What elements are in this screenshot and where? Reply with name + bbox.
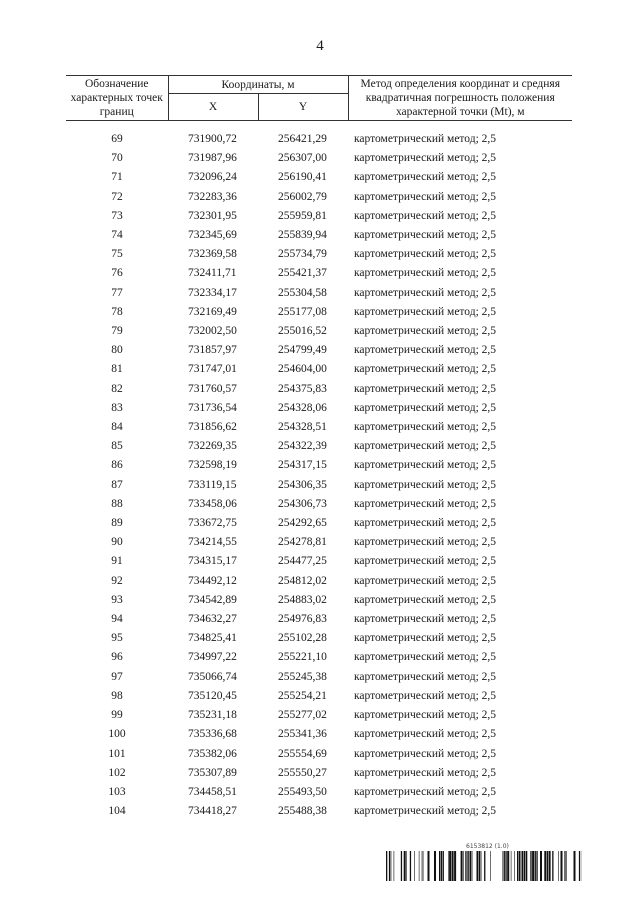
table-row xyxy=(66,745,572,764)
table-row xyxy=(66,533,572,552)
method-cell: картометрический метод; 2,5 xyxy=(354,785,497,798)
point-number-cell: 72 xyxy=(111,190,123,203)
y-coordinate-cell: 254375,83 xyxy=(278,382,327,395)
header-coordinates: Координаты, м xyxy=(168,76,348,94)
barcode-bar xyxy=(428,851,430,881)
table-row xyxy=(66,188,572,207)
y-coordinate-cell: 254812,02 xyxy=(278,574,327,587)
table-row xyxy=(66,130,572,149)
coordinates-table xyxy=(66,75,572,821)
point-number-cell: 96 xyxy=(111,651,123,664)
header-y: Y xyxy=(258,94,348,121)
method-cell: картометрический метод; 2,5 xyxy=(354,555,497,568)
barcode-bar xyxy=(463,851,464,881)
barcode-bar xyxy=(419,851,420,881)
x-coordinate-cell: 732269,35 xyxy=(188,440,237,453)
x-coordinate-cell: 734418,27 xyxy=(188,805,237,818)
point-number-cell: 75 xyxy=(111,248,123,261)
point-number-cell: 78 xyxy=(111,305,123,318)
x-coordinate-cell: 735066,74 xyxy=(188,670,237,683)
y-coordinate-cell: 254604,00 xyxy=(278,363,327,376)
x-coordinate-cell: 732002,50 xyxy=(188,325,237,338)
method-cell: картометрический метод; 2,5 xyxy=(354,632,497,645)
point-number-cell: 86 xyxy=(111,459,123,472)
barcode-bar xyxy=(391,851,392,881)
y-coordinate-cell: 255488,38 xyxy=(278,805,327,818)
barcode-bar xyxy=(519,851,520,881)
barcode-bar xyxy=(479,851,480,881)
x-coordinate-cell: 732411,71 xyxy=(188,267,237,280)
point-number-cell: 94 xyxy=(111,613,123,626)
table-row xyxy=(66,341,572,360)
x-coordinate-cell: 731760,57 xyxy=(188,382,237,395)
y-coordinate-cell: 256190,41 xyxy=(278,171,327,184)
point-number-cell: 74 xyxy=(111,229,123,242)
table-row xyxy=(66,783,572,802)
y-coordinate-cell: 254799,49 xyxy=(278,344,327,357)
table-row xyxy=(66,399,572,418)
barcode-bar xyxy=(454,851,456,881)
table-row xyxy=(66,706,572,725)
y-coordinate-cell: 254278,81 xyxy=(278,536,327,549)
method-cell: картометрический метод; 2,5 xyxy=(354,382,497,395)
point-number-cell: 69 xyxy=(111,133,123,145)
method-cell: картометрический метод; 2,5 xyxy=(354,286,497,299)
point-number-cell: 102 xyxy=(108,766,126,779)
y-coordinate-cell: 255277,02 xyxy=(278,709,327,722)
y-coordinate-cell: 255839,94 xyxy=(278,229,327,242)
barcode-bar xyxy=(526,851,527,881)
barcode-bar xyxy=(470,851,471,881)
x-coordinate-cell: 734825,41 xyxy=(188,632,237,645)
y-coordinate-cell: 255304,58 xyxy=(278,286,327,299)
method-cell: картометрический метод; 2,5 xyxy=(354,401,497,414)
method-cell: картометрический метод; 2,5 xyxy=(354,805,497,818)
y-coordinate-cell: 255493,50 xyxy=(278,785,327,798)
point-number-cell: 82 xyxy=(111,382,123,395)
y-coordinate-cell: 255734,79 xyxy=(278,248,327,261)
y-coordinate-cell: 254328,51 xyxy=(278,421,327,434)
method-cell: картометрический метод; 2,5 xyxy=(354,517,497,530)
method-cell: картометрический метод; 2,5 xyxy=(354,709,497,722)
table-row xyxy=(66,802,572,821)
barcode-bar xyxy=(477,851,479,881)
method-cell: картометрический метод; 2,5 xyxy=(354,440,497,453)
x-coordinate-cell: 734214,55 xyxy=(188,536,237,549)
barcode-bar xyxy=(449,851,451,881)
method-cell: картометрический метод; 2,5 xyxy=(354,190,497,203)
barcode-bar xyxy=(511,851,512,881)
barcode-bar xyxy=(484,851,485,881)
barcode-bar xyxy=(535,851,536,881)
method-cell: картометрический метод; 2,5 xyxy=(354,478,497,491)
table-row xyxy=(66,648,572,667)
y-coordinate-cell: 254322,39 xyxy=(278,440,327,453)
y-coordinate-cell: 254976,83 xyxy=(278,613,327,626)
x-coordinate-cell: 732301,95 xyxy=(188,209,237,222)
table-row xyxy=(66,725,572,744)
barcode-bar xyxy=(481,851,482,881)
y-coordinate-cell: 255221,10 xyxy=(278,651,327,664)
table-row xyxy=(66,629,572,648)
point-number-cell: 104 xyxy=(108,805,126,818)
method-cell: картометрический метод; 2,5 xyxy=(354,133,497,145)
method-cell: картометрический метод; 2,5 xyxy=(354,613,497,626)
barcode-bar xyxy=(465,851,466,881)
table-row xyxy=(66,226,572,245)
barcode-bar xyxy=(579,851,580,881)
point-number-cell: 71 xyxy=(111,171,123,184)
y-coordinate-cell: 255421,37 xyxy=(278,267,327,280)
table-row xyxy=(66,572,572,591)
x-coordinate-cell: 732369,58 xyxy=(188,248,237,261)
point-number-cell: 76 xyxy=(111,267,123,280)
x-coordinate-cell: 732169,49 xyxy=(188,305,237,318)
barcode-bar xyxy=(561,851,563,881)
y-coordinate-cell: 254306,35 xyxy=(278,478,327,491)
point-number-cell: 84 xyxy=(111,421,123,434)
barcode-bar xyxy=(544,851,546,881)
header-x: X xyxy=(168,94,258,121)
y-coordinate-cell: 255959,81 xyxy=(278,209,327,222)
method-cell: картометрический метод; 2,5 xyxy=(354,267,497,280)
table-row xyxy=(66,610,572,629)
y-coordinate-cell: 254328,06 xyxy=(278,401,327,414)
x-coordinate-cell: 735120,45 xyxy=(188,689,237,702)
point-number-cell: 85 xyxy=(111,440,123,453)
table-row xyxy=(66,207,572,226)
x-coordinate-cell: 732283,36 xyxy=(188,190,237,203)
y-coordinate-cell: 254292,65 xyxy=(278,517,327,530)
table-row xyxy=(66,418,572,437)
point-number-cell: 101 xyxy=(108,747,126,760)
barcode-bar xyxy=(564,851,565,881)
y-coordinate-cell: 255254,21 xyxy=(278,689,327,702)
point-number-cell: 83 xyxy=(111,401,123,414)
method-cell: картометрический метод; 2,5 xyxy=(354,670,497,683)
x-coordinate-cell: 734458,51 xyxy=(188,785,237,798)
method-cell: картометрический метод; 2,5 xyxy=(354,209,497,222)
x-coordinate-cell: 731857,97 xyxy=(188,344,237,357)
barcode-bar xyxy=(532,851,534,881)
barcode-bar xyxy=(524,851,526,881)
barcode-bar xyxy=(522,851,523,881)
y-coordinate-cell: 254306,73 xyxy=(278,497,327,510)
x-coordinate-cell: 733119,15 xyxy=(188,478,237,491)
table-row xyxy=(66,303,572,322)
x-coordinate-cell: 731747,01 xyxy=(188,363,237,376)
point-number-cell: 98 xyxy=(111,689,123,702)
x-coordinate-cell: 734492,12 xyxy=(188,574,237,587)
method-cell: картометрический метод; 2,5 xyxy=(354,536,497,549)
x-coordinate-cell: 731900,72 xyxy=(188,133,237,145)
barcode-bar xyxy=(468,851,469,881)
y-coordinate-cell: 255550,27 xyxy=(278,766,327,779)
y-coordinate-cell: 255102,28 xyxy=(278,632,327,645)
method-cell: картометрический метод; 2,5 xyxy=(354,421,497,434)
y-coordinate-cell: 254883,02 xyxy=(278,593,327,606)
x-coordinate-cell: 735382,06 xyxy=(188,747,237,760)
point-number-cell: 79 xyxy=(111,325,123,338)
x-coordinate-cell: 734997,22 xyxy=(188,651,237,664)
table-row xyxy=(66,495,572,514)
x-coordinate-cell: 734315,17 xyxy=(188,555,237,568)
barcode-bar xyxy=(536,851,537,881)
barcode-bar xyxy=(386,851,387,881)
point-number-cell: 88 xyxy=(111,497,123,510)
point-number-cell: 80 xyxy=(111,344,123,357)
barcode-bar xyxy=(423,851,424,881)
x-coordinate-cell: 732334,17 xyxy=(188,286,237,299)
y-coordinate-cell: 255554,69 xyxy=(278,747,327,760)
barcode-bar xyxy=(574,851,576,881)
barcode-bar xyxy=(503,851,504,881)
barcode-bar xyxy=(401,851,402,881)
table-row xyxy=(66,168,572,187)
x-coordinate-cell: 733458,06 xyxy=(188,497,237,510)
x-coordinate-cell: 735307,89 xyxy=(188,766,237,779)
x-coordinate-cell: 732345,69 xyxy=(188,229,237,242)
point-number-cell: 103 xyxy=(108,785,126,798)
point-number-cell: 70 xyxy=(111,152,123,165)
y-coordinate-cell: 256421,29 xyxy=(278,133,327,145)
y-coordinate-cell: 256002,79 xyxy=(278,190,327,203)
barcode-bar xyxy=(521,851,522,881)
table-row xyxy=(66,764,572,783)
method-cell: картометрический метод; 2,5 xyxy=(354,766,497,779)
point-number-cell: 91 xyxy=(111,555,123,568)
x-coordinate-cell: 733672,75 xyxy=(188,517,237,530)
x-coordinate-cell: 734632,27 xyxy=(188,613,237,626)
table-body xyxy=(66,121,572,822)
x-coordinate-cell: 731736,54 xyxy=(188,401,237,414)
method-cell: картометрический метод; 2,5 xyxy=(354,229,497,242)
barcode-bar xyxy=(505,851,506,881)
point-number-cell: 81 xyxy=(111,363,123,376)
method-cell: картометрический метод; 2,5 xyxy=(354,363,497,376)
table-row xyxy=(66,552,572,571)
table-row xyxy=(66,476,572,495)
y-coordinate-cell: 255016,52 xyxy=(278,325,327,338)
barcode-bar xyxy=(540,851,542,881)
barcode-bar xyxy=(507,851,509,881)
x-coordinate-cell: 732096,24 xyxy=(188,171,237,184)
barcode-bar xyxy=(452,851,454,881)
barcode-bar xyxy=(394,851,395,881)
barcode-bar xyxy=(404,851,406,881)
table-row xyxy=(66,149,572,168)
barcode-bar xyxy=(410,851,411,881)
page-number: 4 xyxy=(316,38,324,54)
barcode-bar xyxy=(530,851,531,881)
x-coordinate-cell: 731856,62 xyxy=(188,421,237,434)
barcode-bar xyxy=(441,851,442,881)
method-cell: картометрический метод; 2,5 xyxy=(354,593,497,606)
method-cell: картометрический метод; 2,5 xyxy=(354,689,497,702)
point-number-cell: 90 xyxy=(111,536,123,549)
method-cell: картометрический метод; 2,5 xyxy=(354,248,497,261)
table-row xyxy=(66,322,572,341)
point-number-cell: 87 xyxy=(111,478,123,491)
point-number-cell: 92 xyxy=(111,574,123,587)
table-row xyxy=(66,245,572,264)
table-row xyxy=(66,591,572,610)
table-row xyxy=(66,284,572,303)
point-number-cell: 93 xyxy=(111,593,123,606)
barcode-bar xyxy=(517,851,518,881)
barcode-bar xyxy=(566,851,567,881)
point-number-cell: 95 xyxy=(111,632,123,645)
y-coordinate-cell: 254477,25 xyxy=(278,555,327,568)
barcode-bar xyxy=(504,851,505,881)
table-row xyxy=(66,437,572,456)
barcode-bar xyxy=(434,851,436,881)
table-row xyxy=(66,456,572,475)
barcode-bar xyxy=(490,851,491,881)
method-cell: картометрический метод; 2,5 xyxy=(354,305,497,318)
barcode-bar xyxy=(443,851,444,881)
y-coordinate-cell: 255245,38 xyxy=(278,670,327,683)
barcode-bar xyxy=(439,851,440,881)
method-cell: картометрический метод; 2,5 xyxy=(354,574,497,587)
x-coordinate-cell: 734542,89 xyxy=(188,593,237,606)
method-cell: картометрический метод; 2,5 xyxy=(354,651,497,664)
method-cell: картометрический метод; 2,5 xyxy=(354,171,497,184)
x-coordinate-cell: 735231,18 xyxy=(188,709,237,722)
method-cell: картометрический метод; 2,5 xyxy=(354,459,497,472)
barcode-bar xyxy=(461,851,463,881)
method-cell: картометрический метод; 2,5 xyxy=(354,344,497,357)
table-row xyxy=(66,380,572,399)
header-point: Обозначение характерных точек границ xyxy=(66,76,168,121)
y-coordinate-cell: 255177,08 xyxy=(278,305,327,318)
table-row xyxy=(66,360,572,379)
point-number-cell: 97 xyxy=(111,670,123,683)
method-cell: картометрический метод; 2,5 xyxy=(354,152,497,165)
y-coordinate-cell: 255341,36 xyxy=(278,728,327,741)
method-cell: картометрический метод; 2,5 xyxy=(354,325,497,338)
barcode-bar xyxy=(558,851,559,881)
barcode-bar xyxy=(448,851,449,881)
point-number-cell: 77 xyxy=(111,286,123,299)
barcode-bar xyxy=(552,851,553,881)
barcode-bar xyxy=(514,851,515,881)
method-cell: картометрический метод; 2,5 xyxy=(354,728,497,741)
table-header xyxy=(66,76,572,121)
barcode-bar xyxy=(467,851,468,881)
barcode-image xyxy=(386,851,582,881)
table-row xyxy=(66,264,572,283)
point-number-cell: 73 xyxy=(111,209,123,222)
header-method: Метод определения координат и средняя квадратичная погрешность положения характерной точки (Mt), м xyxy=(348,76,572,121)
barcode-bar xyxy=(565,851,566,881)
barcode-bar xyxy=(422,851,423,881)
point-number-cell: 99 xyxy=(111,709,123,722)
point-number-cell: 100 xyxy=(108,728,126,741)
method-cell: картометрический метод; 2,5 xyxy=(354,497,497,510)
barcode-bar xyxy=(549,851,551,881)
barcode-bar xyxy=(547,851,548,881)
barcode-bar xyxy=(472,851,473,881)
barcode-label: 6153812 (1.0) xyxy=(466,843,509,850)
y-coordinate-cell: 256307,00 xyxy=(278,152,327,165)
method-cell: картометрический метод; 2,5 xyxy=(354,747,497,760)
table-row xyxy=(66,687,572,706)
barcode-bar xyxy=(406,851,407,881)
table-row xyxy=(66,514,572,533)
x-coordinate-cell: 732598,19 xyxy=(188,459,237,472)
table-row xyxy=(66,668,572,687)
barcode-bar xyxy=(414,851,415,881)
x-coordinate-cell: 735336,68 xyxy=(188,728,237,741)
y-coordinate-cell: 254317,15 xyxy=(278,459,327,472)
barcode-bar xyxy=(389,851,390,881)
x-coordinate-cell: 731987,96 xyxy=(188,152,237,165)
point-number-cell: 89 xyxy=(111,517,123,530)
